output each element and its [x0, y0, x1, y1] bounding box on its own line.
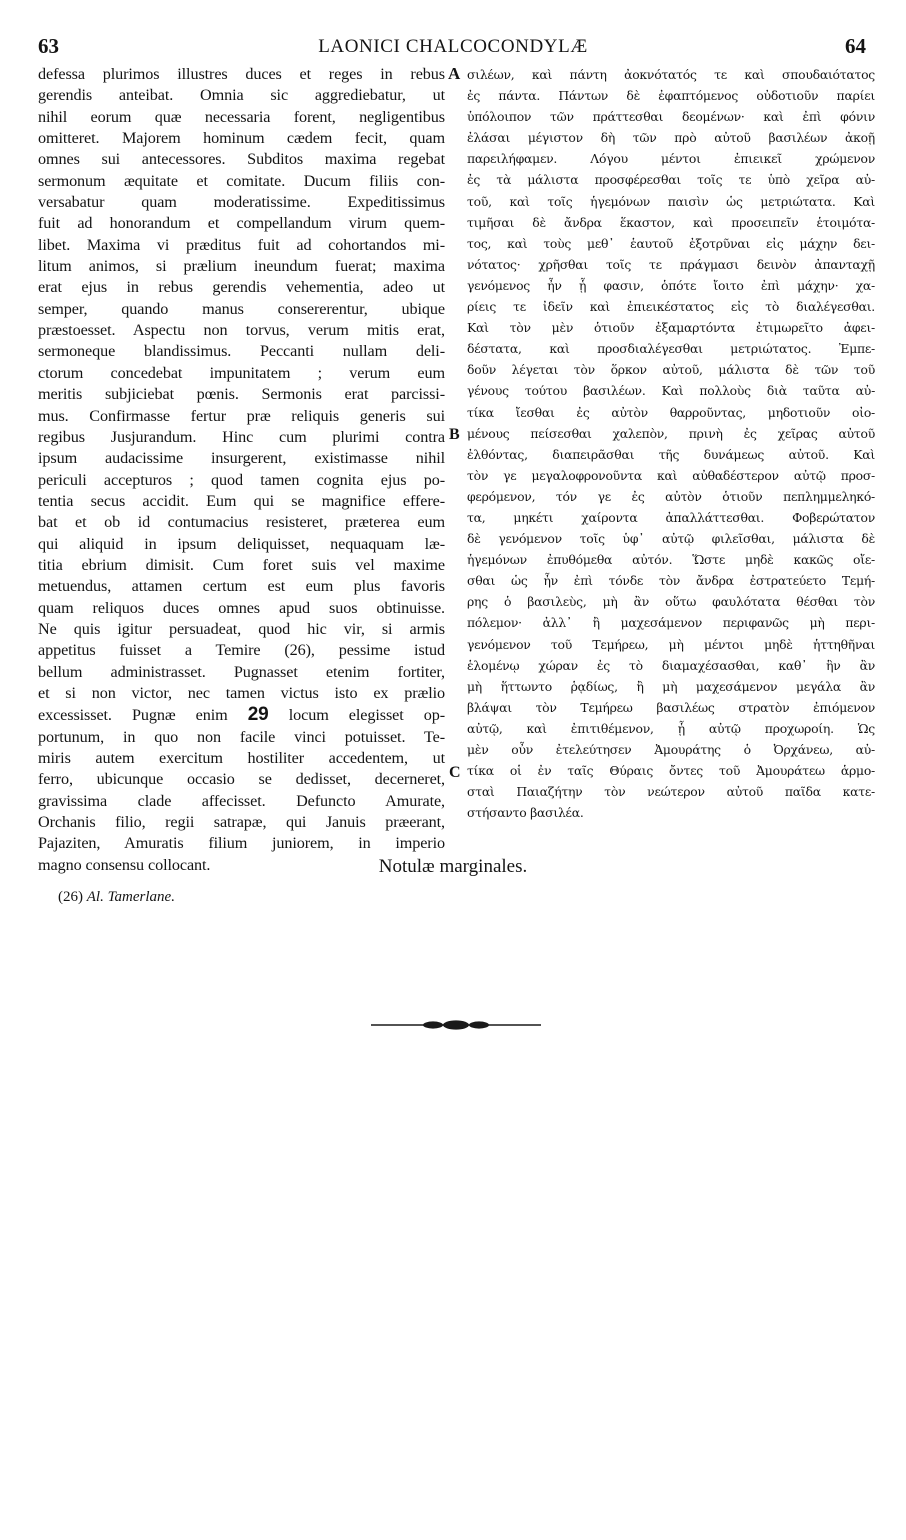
latin-text-line: erat ejus in rebus gerendis vehementia, adeo ut: [38, 278, 445, 297]
greek-text-line: μένους πείσεσθαι χαλεπὸν, πρινὴ ἐς χεῖρας αὐτοῦ: [467, 425, 875, 441]
latin-text-line: Orchanis filio, regii satrapæ, qui Januis præerant,: [38, 813, 445, 832]
greek-text-line: γενόμενος ἦν ᾗ φασιν, ὁπότε ἴοιτο ἐπὶ μάχην· χα-: [467, 277, 875, 293]
latin-text-line: bat et ob id contumacius resisteret, præterea eum: [38, 513, 445, 532]
latin-text-line: defessa plurimos illustres duces et reges in rebus: [38, 65, 445, 83]
footnote-text: Al. Tamerlane.: [86, 889, 175, 905]
greek-text-line: ὑπόλοιπον τῶν πράττεσθαι δεομένων· καὶ ἐπὶ φόνιν: [467, 109, 875, 125]
latin-text-line: litum animos, si prælium ineundum fuerat; maxima: [38, 257, 445, 276]
greek-text-line: σιλέων, καὶ πάντη ἀοκνότατός τε καὶ σπουδαιότατος: [467, 67, 875, 82]
greek-text-line: παρειλήφαμεν. Λόγου μέντοι ἐπιεικεῖ χρώμενον: [467, 151, 875, 167]
latin-text-line: regibus Jusjurandum. Hinc cum plurimi contra: [38, 427, 445, 446]
latin-text-line: bellum administrasset. Pugnasset etenim fortiter,: [38, 662, 445, 681]
greek-text-line: ρίεις τε ἰδεῖν καὶ ἐπιεικέστατος εἰς τὸ διαλέγεσθαι.: [467, 299, 875, 315]
greek-text-line: δοῦν λέγεται τὸν ὅρκον αὐτοῦ, μάλιστα δὲ τῶν τοῦ: [467, 362, 875, 378]
latin-text-segment: excessisset. Pugnæ enim: [38, 706, 228, 725]
latin-text-line: ipsum audacissime insurgerent, existimasse nihil: [38, 449, 445, 468]
column-number: 29: [247, 704, 269, 726]
latin-text-line: portunum, in quo non facile vinci potuisset. Te-: [38, 727, 445, 746]
margin-letter-b: B: [449, 426, 460, 443]
latin-text-line: Ne quis igitur persuadeat, quod hic vir, si armis: [38, 619, 445, 638]
greek-text-line: τοῦ, καὶ τοῖς ἡγεμόνων παισὶν ὡς μετριώτατα. Καὶ: [467, 193, 875, 209]
latin-text-line: omnes sui antecessores. Subditos maxima regebat: [38, 150, 445, 169]
notes-heading: Notulæ marginales.: [378, 856, 528, 877]
greek-text-line: τίκα οἱ ἐν ταῖς Θύραις ὄντες τοῦ Ἀμουράτεω ἁρμο-: [467, 763, 875, 779]
latin-text-line: et si non victor, nec tamen victus isto ex prælio: [38, 683, 445, 702]
greek-text-line: δὲ γενόμενον τοῖς ὑφ᾽ αὐτῷ φιλεῖσθαι, μάλιστα δὲ: [467, 531, 875, 547]
latin-text-line: meritis subjiciebat pœnis. Sermonis erat parcissi-: [38, 385, 445, 404]
greek-column: [467, 64, 875, 823]
latin-text-line: magno consensu collocant.: [38, 855, 211, 874]
greek-text-line: ρης ὁ βασιλεὺς, μὴ ἂν οὕτω φαυλότατα θέσθαι τὸν: [467, 594, 875, 610]
margin-letter-c: C: [449, 764, 461, 781]
running-title: LAONICI CHALCOCONDYLÆ: [318, 36, 588, 57]
greek-text-line: ἡγεμόνων ἐπυθόμεθα αὐτόν. Ὥστε μηδὲ κακῶς οἴε-: [467, 552, 875, 568]
running-head: [0, 30, 906, 60]
footnote: [58, 889, 175, 906]
latin-text-line: fuit ad honorandum et compellandum virum quem-: [38, 214, 445, 233]
greek-text-line: νότατος· χρῆσθαι τοῖς τε πράγμασι δεινὸν ἀπανταχῇ: [467, 256, 875, 272]
page-number-right: 64: [845, 34, 866, 58]
greek-text-line: μὴ ἥττωντο ῥᾳδίως, ἢ μὴ μαχεσάμενον μεγάλα ἂν: [467, 678, 875, 694]
greek-text-line: βλάψαι τὸν Τεμήρεω βασιλέως στρατὸν ἐπιόμενον: [467, 699, 875, 715]
latin-text-line: sermoneque blandissimus. Peccanti nullam deli-: [38, 342, 445, 361]
greek-text-line: μὲν οὖν ἐτελεύτησεν Ἀμουράτης ὁ Ὀρχάνεω, αὐ-: [467, 742, 875, 757]
latin-text-line: tentia secus accidit. Eum qui se magnifice effere-: [38, 491, 445, 510]
latin-text-line: miris autem exercitum hostiliter accedentem, ut: [38, 749, 445, 767]
latin-text-line: metuendus, attamen certum est eum plus favoris: [38, 577, 445, 596]
greek-text-line: τα, μηκέτι χαίροντα ἀπαλλάττεσθαι. Φοβερώτατον: [467, 509, 875, 525]
latin-text-line: omitteret. Majorem hominum cædem fecit, quam: [38, 129, 445, 148]
latin-text-line: periculi accepturos ; quod tamen cognita ejus po-: [38, 470, 445, 489]
latin-text-line: qui aliquid in ipsum deliquisset, nequaquam læ-: [38, 534, 445, 553]
greek-text-line: φερόμενον, τόν γε ἐς αὐτὸν ὁτιοῦν πεπλημμεληκό-: [467, 488, 875, 504]
latin-text-line: versabatur quam moderatissime. Expeditissimus: [38, 193, 445, 212]
latin-text-line: semper, quando manus consererentur, ubique: [38, 299, 445, 318]
latin-text-line: ferro, ubicunque occasio se dedisset, decerneret,: [38, 770, 445, 789]
latin-column: [38, 64, 445, 876]
margin-letter-a: A: [448, 64, 461, 83]
latin-text-line: ctorum concedebat impunitatem ; verum eum: [38, 363, 445, 382]
latin-text-line: nihil eorum quæ necessaria forent, negligentibus: [38, 107, 445, 126]
latin-text-line: præstoesset. Aspectu non torvus, verum mitis erat,: [38, 321, 445, 340]
greek-text-line: Καὶ τὸν μὲν ὁτιοῦν ἐξαμαρτόντα ἐτιμωρεῖτο ἀφει-: [467, 320, 875, 336]
greek-text-line: σταὶ Παιαζήτην τὸν νεώτερον αὐτοῦ παῖδα κατε-: [467, 784, 875, 800]
latin-text-line: Pajaziten, Amuratis filium juniorem, in imperio: [38, 834, 445, 853]
greek-text-line: αὐτῷ, καὶ ἐπιτιθέμενον, ᾗ αὐτῷ προχωροίη. Ὡς: [467, 720, 875, 736]
latin-text-line: gerendis anteibat. Omnia sic aggrediebatur, ut: [38, 86, 445, 105]
greek-text-line: πόλεμον· ἀλλ᾽ ἢ μαχεσάμενον περιφανῶς μὴ περι-: [467, 615, 875, 631]
greek-text-line: τὸν γε μεγαλοφρονοῦντα καὶ αὐθαδέστερον αὐτῷ προσ-: [467, 467, 875, 483]
latin-text-segment: locum elegisset op-: [288, 706, 445, 725]
greek-text-line: ἑλομένῳ χώραν ἐς τὸ διαμαχέσασθαι, καθ᾽ ἣν ἂν: [467, 657, 875, 673]
ornament-rule: [371, 1018, 541, 1032]
latin-text-line: sermonum æquitate et comitate. Ducum filiis con-: [38, 171, 445, 190]
greek-text-line: δέστατα, καὶ προσδιαλέγεσθαι μετριώτατος. Ἐμπε-: [467, 341, 875, 357]
latin-text-line: [38, 704, 445, 726]
greek-text-line: σθαι ὡς ἦν ἐπὶ τόνδε τὸν ἄνδρα ἐστρατεύετο Τεμή-: [467, 573, 875, 589]
page-number-left: 63: [38, 34, 59, 58]
greek-text-line: ἐς τὰ μάλιστα προσφέρεσθαι τοῖς τε ὑπὸ χεῖρα αὐ-: [467, 172, 875, 188]
latin-text-line: gravissima clade affecisset. Defuncto Amurate,: [38, 791, 445, 810]
greek-text-line: ἐλθόντας, διαπειρᾶσθαι τῆς δυνάμεως αὐτοῦ. Καὶ: [467, 446, 875, 462]
latin-text-line: appetitus fuisset a Temire (26), pessime istud: [38, 641, 445, 660]
latin-text-line: quam reliquos duces omnes apud suos obtinuisse.: [38, 598, 445, 617]
footnote-marker: (26): [58, 889, 83, 905]
greek-text-line: τος, καὶ τοὺς μεθ᾽ ἑαυτοῦ ἐξοτρῦναι εἰς μάχην δει-: [467, 235, 875, 251]
greek-text-line: στήσαντο βασιλέα.: [467, 805, 584, 821]
latin-text-line: mus. Confirmasse fertur præ reliquis generis sui: [38, 406, 445, 425]
greek-text-line: ἐς πάντα. Πάντων δὲ ἐφαπτόμενος οὐδοτιοῦν παρίει: [467, 88, 875, 104]
greek-text-line: γένους τούτου βασιλέων. Καὶ πολλοὺς διὰ ταῦτα αὐ-: [467, 383, 875, 399]
latin-text-line: titia ebrium dimisit. Cum foret suis vel maxime: [38, 555, 445, 574]
greek-text-line: ἐλάσαι μέγιστον δὴ τῶν πρὸ αὐτοῦ βασιλέων ἀκοῇ: [467, 130, 875, 146]
greek-text-line: γενόμενον τοῦ Τεμήρεω, μὴ μέντοι μηδὲ ἡττηθῆναι: [467, 636, 875, 652]
latin-text-line: libet. Maxima vi præditus fuit ad cohortandos mi-: [38, 235, 445, 254]
greek-text-line: τιμῆσαι δὲ ἄνδρα ἕκαστον, καὶ προσειπεῖν ἑτοιμότα-: [467, 214, 875, 230]
greek-text-line: τίκα ἴεσθαι ἐς αὐτὸν θαρροῦντας, μηδοτιοῦν οἰο-: [467, 404, 875, 420]
